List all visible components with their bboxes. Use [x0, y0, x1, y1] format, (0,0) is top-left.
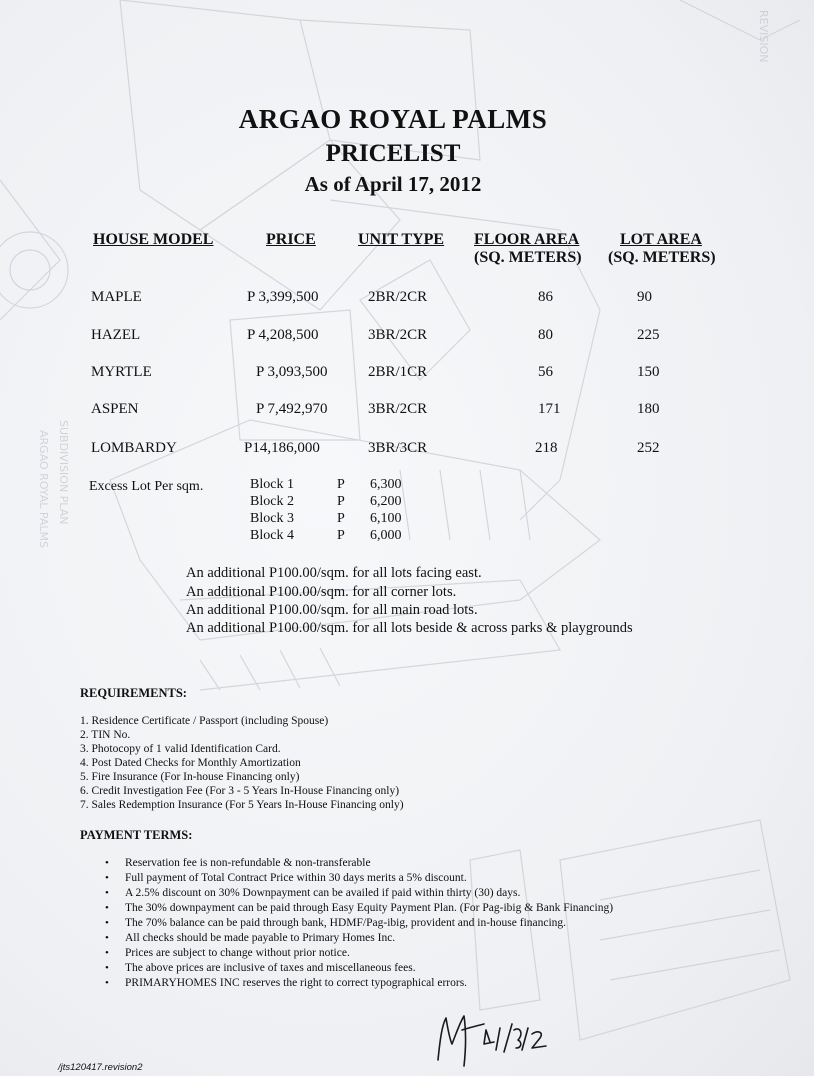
additional-note: An additional P100.00/sqm. for all corner lots. — [186, 584, 457, 600]
payment-terms-heading: PAYMENT TERMS: — [80, 828, 193, 842]
col-header-floor-area-unit: (SQ. METERS) — [474, 249, 582, 266]
price-cell: P 3,093,500 — [256, 364, 328, 380]
payment-term-item — [105, 977, 468, 989]
lot-area-cell: 225 — [637, 327, 660, 343]
payment-term-item — [105, 887, 521, 899]
document-title: ARGAO ROYAL PALMS — [238, 104, 548, 134]
requirements-heading: REQUIREMENTS: — [80, 686, 187, 700]
unit-type-cell: 2BR/1CR — [368, 364, 428, 380]
block-price: 6,000 — [370, 528, 402, 543]
requirement-item: 2. TIN No. — [80, 729, 131, 741]
document-reference: /jts120417.revision2 — [58, 1062, 143, 1073]
unit-type-cell: 3BR/3CR — [368, 440, 428, 456]
floor-area-cell: 86 — [538, 289, 553, 305]
block-name: Block 1 — [250, 477, 294, 492]
col-header-floor-area: FLOOR AREA — [474, 231, 580, 248]
payment-term-item — [105, 902, 614, 914]
house-model-cell: MYRTLE — [91, 364, 152, 380]
excess-lot-label: Excess Lot Per sqm. — [89, 479, 204, 494]
lot-area-cell: 180 — [637, 401, 660, 417]
payment-term-item — [105, 917, 567, 929]
bullet-icon: • — [105, 947, 109, 959]
col-header-lot-area-unit: (SQ. METERS) — [608, 249, 716, 266]
block-price: 6,100 — [370, 511, 402, 526]
bullet-icon: • — [105, 917, 109, 929]
payment-term-item — [105, 872, 467, 884]
house-model-cell: MAPLE — [91, 289, 142, 305]
as-of-date: As of April 17, 2012 — [304, 172, 482, 196]
additional-note: An additional P100.00/sqm. for all lots beside & across parks & playgrounds — [186, 620, 633, 636]
payment-term-item — [105, 932, 396, 944]
unit-type-cell: 3BR/2CR — [368, 401, 428, 417]
price-cell: P 4,208,500 — [247, 327, 319, 343]
lot-area-cell: 150 — [637, 364, 660, 380]
block-price: 6,200 — [370, 494, 402, 509]
lot-area-cell: 252 — [637, 440, 660, 456]
unit-type-cell: 3BR/2CR — [368, 327, 428, 343]
floor-area-cell: 171 — [538, 401, 561, 417]
payment-term-text: All checks should be made payable to Primary Homes Inc. — [125, 932, 396, 944]
price-cell: P 7,492,970 — [256, 401, 328, 417]
additional-note: An additional P100.00/sqm. for all main road lots. — [186, 602, 478, 618]
handwritten-signature — [428, 1000, 568, 1070]
payment-term-text: PRIMARYHOMES INC reserves the right to correct typographical errors. — [125, 977, 468, 989]
block-currency: P — [337, 528, 345, 543]
col-header-price: PRICE — [266, 231, 316, 248]
block-name: Block 3 — [250, 511, 294, 526]
price-cell: P14,186,000 — [244, 440, 320, 456]
payment-term-text: The 70% balance can be paid through bank, HDMF/Pag-ibig, provident and in-house financing. — [125, 917, 567, 929]
requirement-item: 3. Photocopy of 1 valid Identification Card. — [80, 743, 281, 755]
svg-text:ARGAO ROYAL PALMS: ARGAO ROYAL PALMS — [37, 430, 50, 548]
requirement-item: 1. Residence Certificate / Passport (including Spouse) — [80, 715, 329, 727]
house-model-cell: ASPEN — [91, 401, 139, 417]
payment-term-text: The above prices are inclusive of taxes and miscellaneous fees. — [125, 962, 416, 974]
unit-type-cell: 2BR/2CR — [368, 289, 428, 305]
payment-term-text: Prices are subject to change without prior notice. — [125, 947, 350, 959]
payment-term-item — [105, 962, 416, 974]
floor-area-cell: 80 — [538, 327, 553, 343]
requirement-item: 5. Fire Insurance (For In-house Financing only) — [80, 771, 300, 783]
bullet-icon: • — [105, 977, 109, 989]
block-name: Block 2 — [250, 494, 294, 509]
block-currency: P — [337, 477, 345, 492]
bullet-icon: • — [105, 932, 109, 944]
block-name: Block 4 — [250, 528, 294, 543]
requirement-item: 6. Credit Investigation Fee (For 3 - 5 Years In-House Financing only) — [80, 785, 400, 797]
bullet-icon: • — [105, 872, 109, 884]
requirement-item: 7. Sales Redemption Insurance (For 5 Years In-House Financing only) — [80, 799, 404, 811]
document-subtitle: PRICELIST — [325, 140, 461, 167]
col-header-unit-type: UNIT TYPE — [358, 231, 445, 248]
svg-text:REVISION: REVISION — [757, 10, 770, 63]
payment-term-item — [105, 857, 371, 869]
floor-area-cell: 56 — [538, 364, 553, 380]
svg-text:SUBDIVISION PLAN: SUBDIVISION PLAN — [57, 420, 70, 525]
bullet-icon: • — [105, 902, 109, 914]
bullet-icon: • — [105, 962, 109, 974]
additional-note: An additional P100.00/sqm. for all lots facing east. — [186, 565, 482, 581]
payment-term-text: Reservation fee is non-refundable & non-transferable — [125, 857, 371, 869]
block-currency: P — [337, 494, 345, 509]
bullet-icon: • — [105, 887, 109, 899]
requirement-item: 4. Post Dated Checks for Monthly Amortization — [80, 757, 301, 769]
payment-term-text: The 30% downpayment can be paid through Easy Equity Payment Plan. (For Pag-ibig & Bank Financing) — [125, 902, 614, 914]
block-currency: P — [337, 511, 345, 526]
col-header-house-model: HOUSE MODEL — [93, 231, 214, 248]
house-model-cell: LOMBARDY — [91, 440, 177, 456]
payment-term-item — [105, 947, 350, 959]
floor-area-cell: 218 — [535, 440, 558, 456]
payment-term-text: Full payment of Total Contract Price within 30 days merits a 5% discount. — [125, 872, 467, 884]
block-price: 6,300 — [370, 477, 402, 492]
price-cell: P 3,399,500 — [247, 289, 319, 305]
lot-area-cell: 90 — [637, 289, 652, 305]
col-header-lot-area: LOT AREA — [620, 231, 702, 248]
payment-term-text: A 2.5% discount on 30% Downpayment can be availed if paid within thirty (30) days. — [125, 887, 521, 899]
bullet-icon: • — [105, 857, 109, 869]
house-model-cell: HAZEL — [91, 327, 141, 343]
